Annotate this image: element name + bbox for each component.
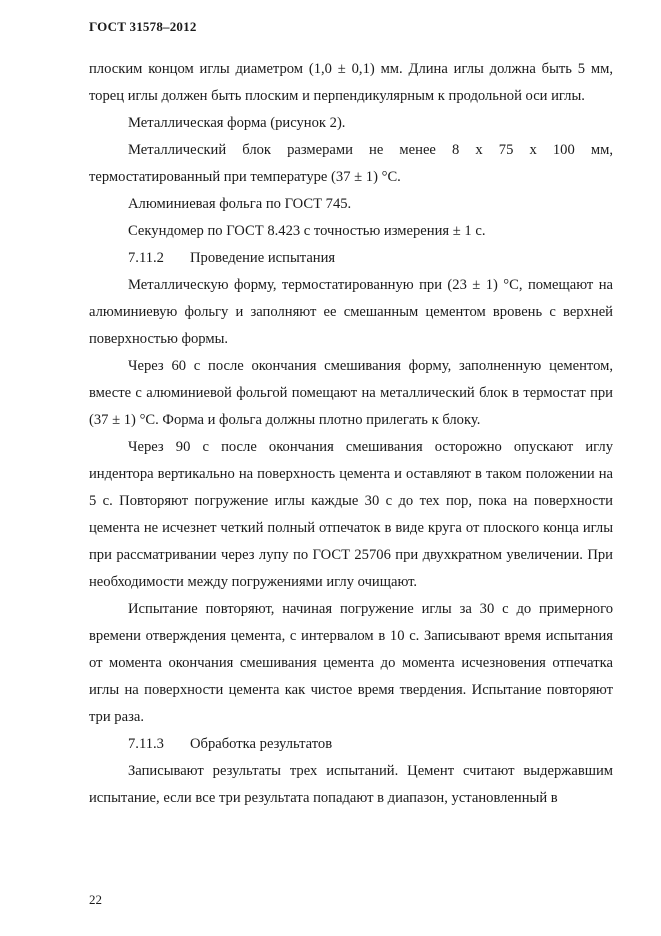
section-number: 7.11.2 (128, 250, 164, 266)
document-header: ГОСТ 31578–2012 (89, 19, 197, 34)
paragraph-metal-block: Металлический блок размерами не менее 8 х 75 х 100 мм, термостатированный при температуре (37 ± 1) °С. (89, 142, 613, 185)
paragraph-test-repeat: Испытание повторяют, начиная погружение иглы за 30 с до примерного времени отверждения цемента, с интервалом в 10 с. Записывают время испытания от момента окончания смешивания цемента до момента исчезновения отпечатка иглы на поверхности цемента как чистое время твердения. Испытание повторяют три раза. (89, 601, 613, 725)
section-heading-results (89, 731, 613, 758)
paragraph-stopwatch: Секундомер по ГОСТ 8.423 с точностью измерения ± 1 с. (128, 223, 486, 239)
document-body (89, 56, 613, 812)
section-title: Обработка результатов (190, 736, 333, 752)
paragraph-needle-immersion: Через 90 с после окончания смешивания осторожно опускают иглу индентора вертикально на поверхность цемента и оставляют в таком положении на 5 с. Повторяют погружение иглы каждые 30 с до тех пор, пока на поверхности цемента не исчезнет четкий полный отпечаток в виде круга от плоского конца иглы при рассматривании через лупу по ГОСТ 25706 при двухкратном увеличении. При необходимости между погружениями иглу очищают. (89, 439, 613, 590)
page-number: 22 (89, 892, 102, 907)
paragraph-thermostat: Через 60 с после окончания смешивания форму, заполненную цементом, вместе с алюминиевой фольгой помещают на металлический блок в термостат при (37 ± 1) °С. Форма и фольга должны плотно прилегать к блоку. (89, 358, 613, 428)
section-number: 7.11.3 (128, 736, 164, 752)
paragraph-form-preparation: Металлическую форму, термостатированную при (23 ± 1) °С, помещают на алюминиевую фольгу и заполняют ее смешанным цементом вровень с верхней поверхностью формы. (89, 277, 613, 347)
section-heading-testing (89, 245, 613, 272)
paragraph-needle-description: плоским концом иглы диаметром (1,0 ± 0,1) мм. Длина иглы должна быть 5 мм, торец иглы должен быть плоским и перпендикулярным к продольной оси иглы. (89, 61, 613, 104)
paragraph-results: Записывают результаты трех испытаний. Цемент считают выдержавшим испытание, если все три результата попадают в диапазон, установленный в (89, 763, 613, 806)
paragraph-metal-form: Металлическая форма (рисунок 2). (128, 115, 346, 131)
section-title: Проведение испытания (190, 250, 336, 266)
paragraph-aluminium-foil: Алюминиевая фольга по ГОСТ 745. (128, 196, 352, 212)
